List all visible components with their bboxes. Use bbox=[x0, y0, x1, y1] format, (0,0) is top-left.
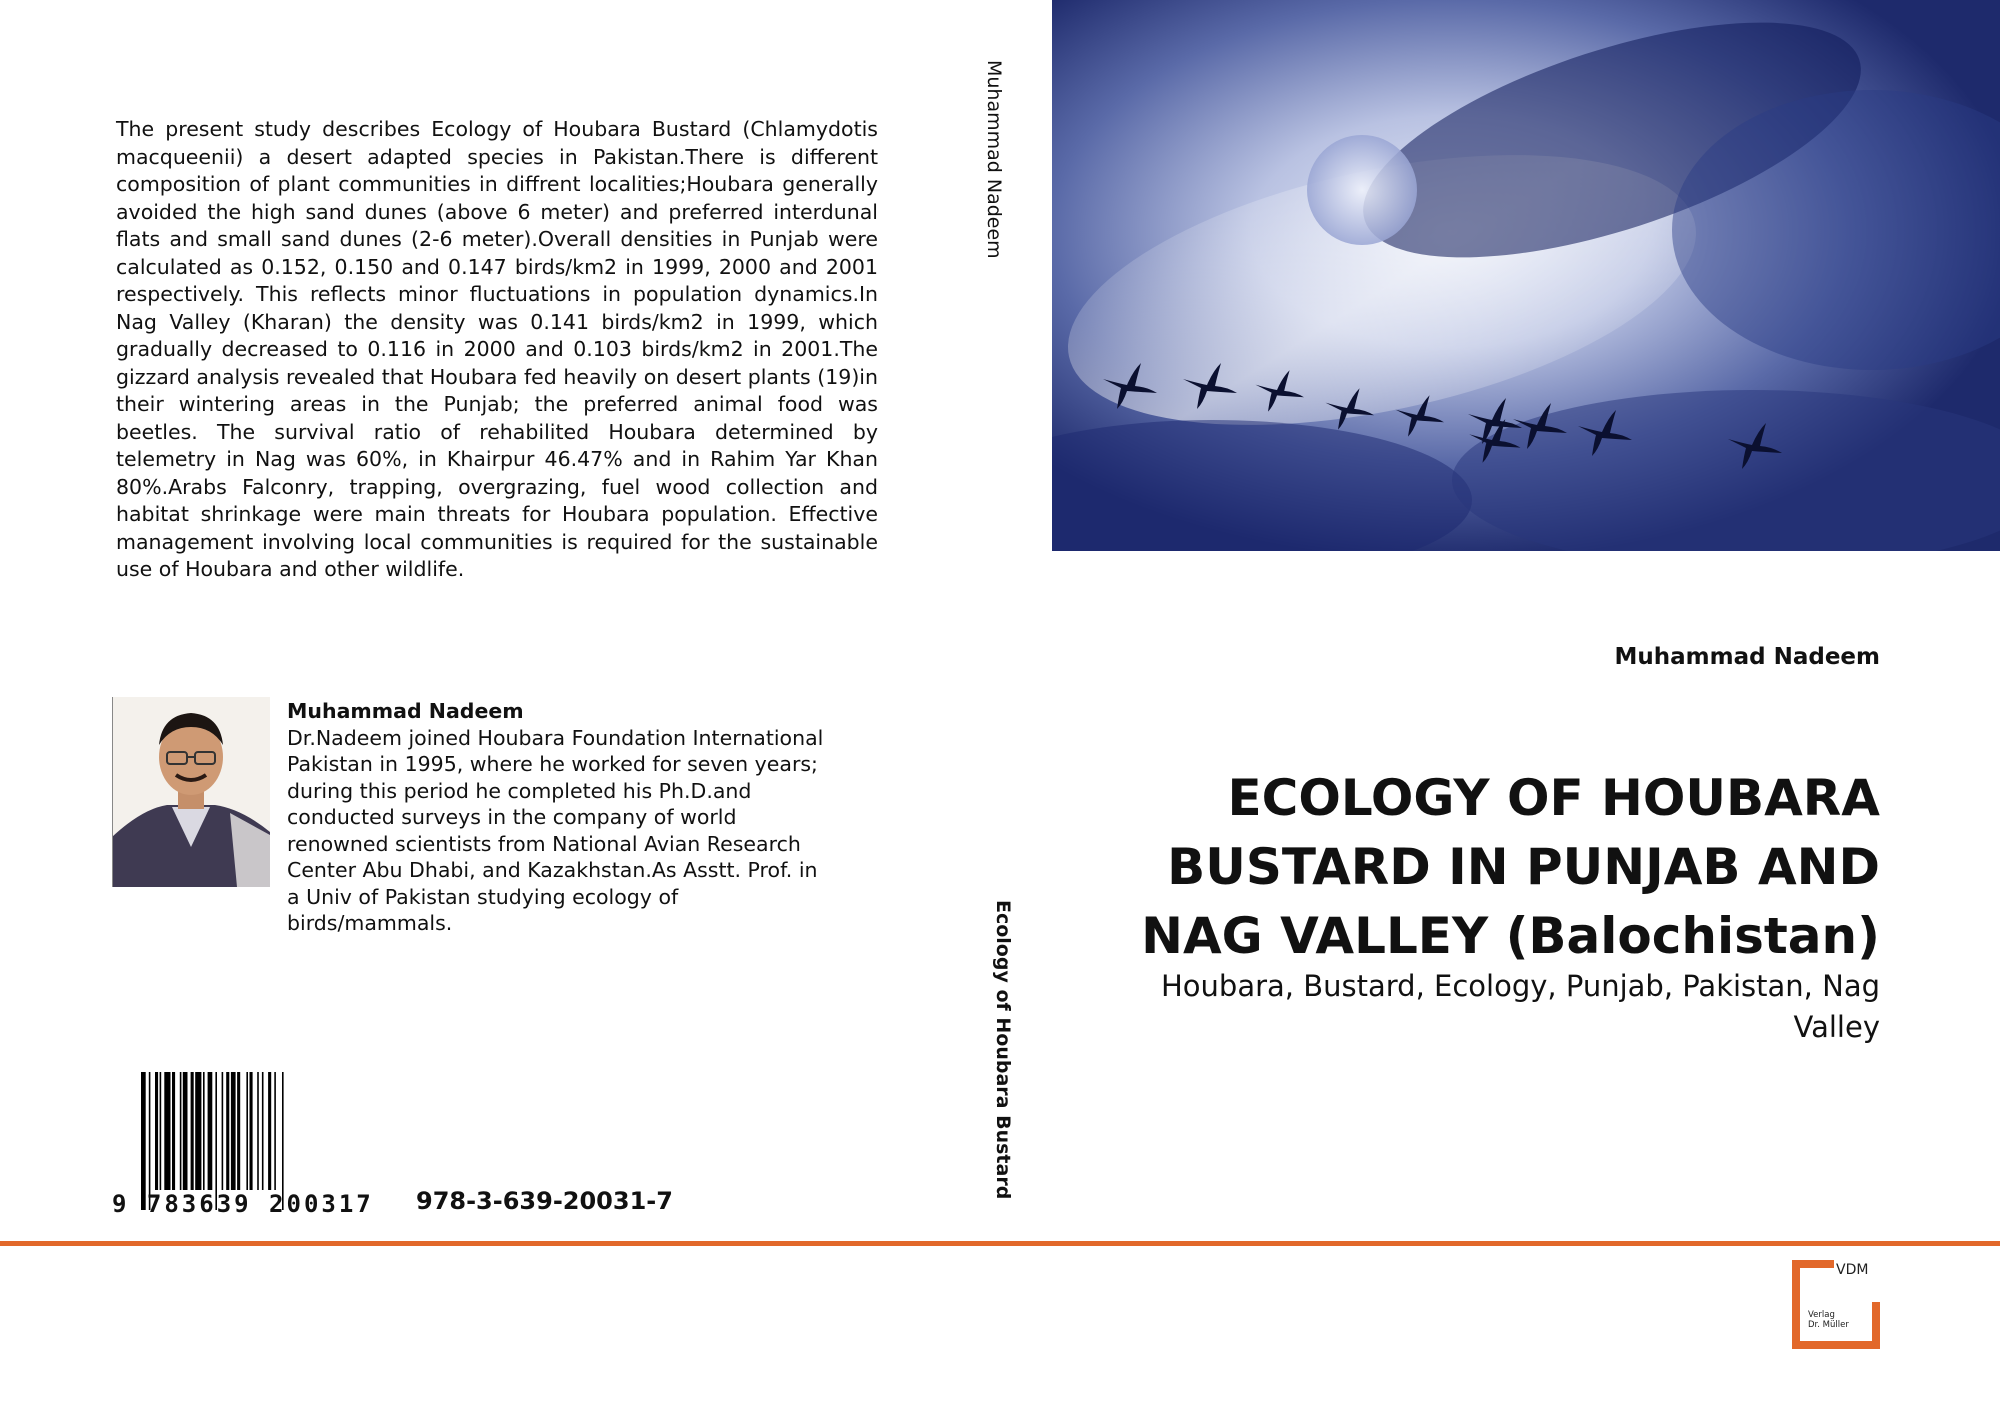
barcode-bar bbox=[172, 1072, 175, 1190]
orange-divider bbox=[0, 1241, 2000, 1246]
author-bio bbox=[287, 698, 827, 937]
book-subtitle: Houbara, Bustard, Ecology, Punjab, Pakistan, Nag Valley bbox=[1161, 969, 1880, 1044]
spine-title: Ecology of Houbara Bustard bbox=[992, 900, 1014, 1200]
cover-image-sky-birds bbox=[1052, 0, 2000, 551]
barcode-bar bbox=[183, 1072, 188, 1190]
back-cover-blurb: The present study describes Ecology of Houbara Bustard (Chlamydotis macqueenii) a desert adapted species in Pakistan.There is different composition of plant communities in diffrent localities;Houbara generally avoided the high sand dunes (above 6 meter) and preferred interdunal flats and small sand dunes (2-6 meter).Overall densities in Punjab were calculated as 0.152, 0.150 and 0.147 birds/km2 in 1999, 2000 and 2001 respectively. This reflects minor fluctuations in population dynamics.In Nag Valley (Kharan) the density was 0.141 birds/km2 in 1999, which gradually decreased to 0.116 in 2000 and 0.103 birds/km2 in 2001.The gizzard analysis revealed that Houbara fed heavily on desert plants (19)in their wintering areas in the Punjab; the preferred animal food was beetles. The survival ratio of rehabilited Houbara determined by telemetry in Nag was 60%, in Khairpur 46.47% and in Rahim Yar Khan 80%.Arabs Falconry, trapping, overgrazing, fuel wood collection and habitat shrinkage were main threats for Houbara population. Effective management involving local communities is required for the sustainable use of Houbara and other wildlife. bbox=[116, 117, 878, 581]
bio-author-name: Muhammad Nadeem bbox=[287, 699, 524, 723]
isbn-number: 978-3-639-20031-7 bbox=[416, 1187, 673, 1215]
barcode-bar bbox=[274, 1072, 276, 1190]
barcode-bar bbox=[237, 1072, 240, 1190]
barcode-bar bbox=[195, 1072, 201, 1190]
barcode-bar bbox=[160, 1072, 162, 1190]
barcode-bar bbox=[203, 1072, 205, 1190]
barcode-digits: 9 783639 200317 bbox=[112, 1190, 374, 1218]
barcode-bar bbox=[231, 1072, 236, 1190]
logo-mueller-line: Dr. Müller bbox=[1808, 1320, 1849, 1330]
barcode-bar bbox=[164, 1072, 170, 1190]
author-photo bbox=[112, 697, 270, 887]
barcode-bar bbox=[191, 1072, 194, 1190]
spine-author: Muhammad Nadeem bbox=[983, 60, 1005, 259]
barcode bbox=[112, 1072, 402, 1218]
bio-text: Dr.Nadeem joined Houbara Foundation International Pakistan in 1995, where he worked for seven years; during this period he completed his Ph.D.and conducted surveys in the company of world renowned scientists from National Avian Research Center Abu Dhabi, and Kazakhstan.As Asstt. Prof. in a Univ of Pakistan studying ecology of birds/mammals. bbox=[287, 725, 824, 935]
logo-verlag-line: Verlag bbox=[1808, 1310, 1835, 1320]
barcode-bar bbox=[246, 1072, 248, 1190]
barcode-bar bbox=[180, 1072, 182, 1190]
barcode-bar bbox=[155, 1072, 158, 1190]
vdm-publisher-logo bbox=[1790, 1258, 1882, 1351]
logo-vdm-text: VDM bbox=[1836, 1262, 1869, 1278]
barcode-bar bbox=[250, 1072, 253, 1190]
logo-verlag-text bbox=[1808, 1310, 1849, 1330]
barcode-bar bbox=[262, 1072, 264, 1190]
barcode-bar bbox=[208, 1072, 213, 1190]
front-author: Muhammad Nadeem bbox=[1614, 644, 1880, 670]
barcode-bar bbox=[257, 1072, 259, 1190]
book-title: ECOLOGY OF HOUBARA BUSTARD IN PUNJAB AND NAG VALLEY (Balochistan) bbox=[1141, 769, 1880, 965]
barcode-bar bbox=[222, 1072, 224, 1190]
barcode-bar bbox=[226, 1072, 229, 1190]
barcode-bar bbox=[268, 1072, 271, 1190]
